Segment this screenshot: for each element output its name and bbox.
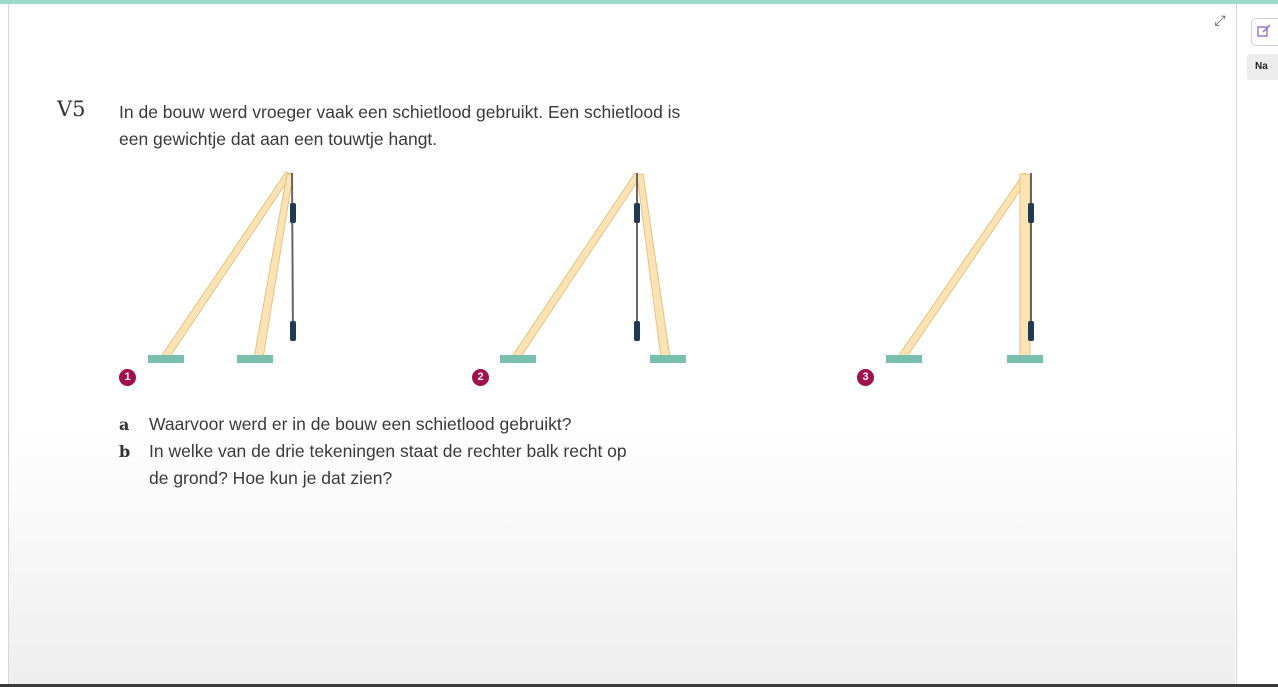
question-b-text: In welke van de drie tekeningen staat de rechter balk recht op de grond? Hoe kun je dat zien?: [149, 441, 627, 488]
expand-icon[interactable]: ⤢: [1214, 12, 1226, 28]
figure-2-right-foot: [650, 355, 686, 363]
figure-2-left-beam: [511, 173, 641, 358]
figure-1-plumb-line: [292, 173, 293, 338]
figure-2-drawing: [500, 173, 686, 363]
figure-3-left-beam: [897, 173, 1030, 358]
figure-1-lower-weight: [290, 321, 296, 341]
figure-3-upper-weight: [1028, 203, 1034, 223]
question-a-text: Waarvoor werd er in de bouw een schietlood gebruikt?: [149, 414, 572, 434]
figure-3-lower-weight: [1028, 321, 1034, 341]
sidebar-tab[interactable]: Na: [1247, 54, 1278, 80]
figure-2-number: 2: [472, 369, 489, 386]
figure-2-left-foot: [500, 355, 536, 363]
exercise-label: V5: [57, 97, 86, 121]
figure-1-upper-weight: [290, 203, 296, 223]
figure-3-left-foot: [886, 355, 922, 363]
edit-icon: [1257, 24, 1271, 38]
right-sidebar: [1236, 4, 1278, 684]
figure-2-right-beam: [637, 174, 670, 358]
question-b-letter: b: [119, 442, 131, 461]
exercise-intro: In de bouw werd vroeger vaak een schietlood gebruikt. Een schietlood is een gewichtje dat aan een touwtje hangt.: [119, 102, 681, 149]
figure-3-number: 3: [857, 369, 874, 386]
figure-2-lower-weight: [634, 321, 640, 341]
figure-3-right-foot: [1007, 355, 1043, 363]
figure-2-upper-weight: [634, 203, 640, 223]
figure-3-drawing: [886, 173, 1043, 363]
edit-button[interactable]: [1251, 18, 1278, 46]
question-a-letter: a: [119, 415, 130, 434]
figure-1-drawing: [148, 172, 296, 363]
figure-1-number: 1: [119, 369, 136, 386]
figure-1-right-foot: [237, 355, 273, 363]
figure-1-left-foot: [148, 355, 184, 363]
